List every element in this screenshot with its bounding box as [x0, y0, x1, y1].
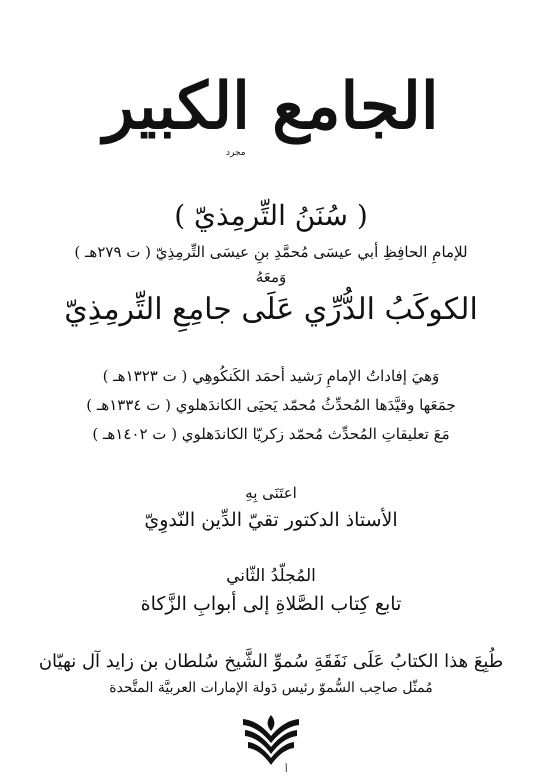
- printing-line: طُبِعَ هذا الكتابُ عَلَى نَفَقَةِ سُموِّ الشَّيخ سُلطان بن زايد آل نهيّان: [38, 651, 504, 672]
- editor-label: اعتَنَى بِهِ: [245, 484, 297, 502]
- volume-description: تابع كِتاب الصَّلاةِ إلى أبوابِ الزَّكاة: [140, 593, 402, 615]
- author-line: للإمامِ الحافِظِ أبي عيسَى مُحمَّدِ بنِ عيسَى التِّرمِذِيّ ( ت ٢٧٩هـ ): [74, 243, 468, 261]
- corner-mark: أ: [285, 765, 288, 775]
- info-line-2: جمَعَها وقيَّدَها المُحدِّثُ مُحمّد يَحيَى الكاندَهلوي ( ت ١٣٣٤هـ ): [86, 396, 456, 414]
- volume-label: المُجلّدُ الثّاني: [226, 566, 316, 586]
- layered-chevron-logo-icon: [241, 714, 301, 769]
- editor-name: الأستاذ الدكتور تقيّ الدِّين النّدوِيّ: [144, 509, 398, 531]
- info-line-1: وَهيَ إفاداتُ الإمامِ رَشيد أحمَد الكَنكُوهِي ( ت ١٣٢٣هـ ): [102, 367, 440, 385]
- book-title: الجامع الكبير: [103, 69, 439, 144]
- info-line-3: مَعَ تعليقاتِ المُحدِّث مُحمّد زكريّا الكاندَهلوي ( ت ١٤٠٢هـ ): [92, 425, 450, 443]
- title-mark: مجرد: [226, 148, 246, 158]
- book-subtitle: ( سُنَنُ التِّرمِذيّ ): [174, 199, 368, 232]
- second-work-title: الكوكَبُ الدُّرِّي عَلَى جامِعِ التِّرمِذِيّ: [64, 292, 478, 327]
- sponsor-line: مُمثّل صاحِب السُّموّ رئيس دَولة الإمارات العربيَّة المتَّحدة: [109, 680, 433, 696]
- with-label: وَمعَهُ: [255, 268, 287, 286]
